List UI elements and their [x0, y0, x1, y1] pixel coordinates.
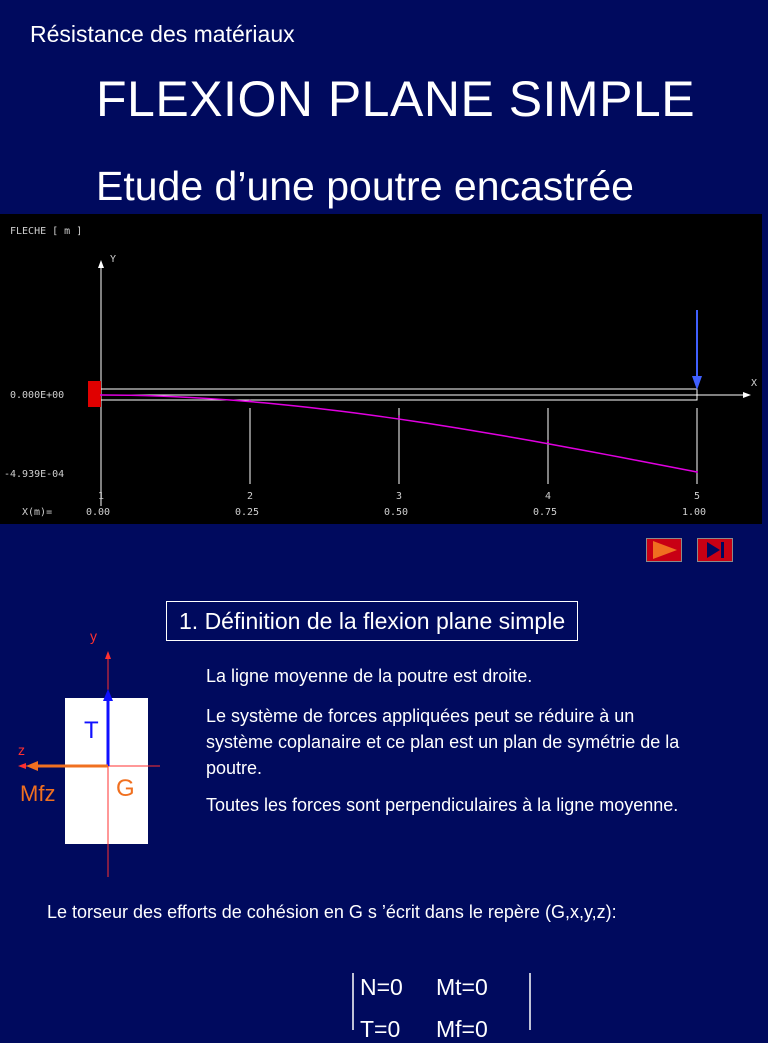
deflection-simulation-panel [0, 214, 762, 524]
x-position-2: 0.25 [235, 507, 260, 518]
x-position-1: 0.00 [86, 507, 111, 518]
x-axis-arrow [743, 392, 751, 398]
deflection-point-2 [249, 400, 251, 402]
node-number-4: 4 [545, 491, 552, 502]
x-position-5: 1.00 [682, 507, 707, 518]
y-arrow-icon [105, 651, 111, 659]
definition-paragraph-3: Toutes les forces sont perpendiculaires à la ligne moyenne. [206, 795, 679, 815]
mfz-label: Mfz [20, 781, 56, 806]
skip-to-end-icon [698, 539, 732, 561]
mfz-vector-arrow [26, 761, 38, 771]
x-position-label: X(m)= [22, 507, 53, 518]
torseur-matrix [350, 970, 540, 1042]
node-number-1: 1 [98, 491, 105, 502]
y-axis-label: Y [110, 254, 117, 265]
page-subtitle: Etude d’une poutre encastrée [96, 163, 634, 209]
load-arrow-head [692, 376, 702, 390]
x-position-3: 0.50 [384, 507, 409, 518]
x-position-4: 0.75 [533, 507, 558, 518]
node-number-2: 2 [247, 491, 254, 502]
matrix-cell-t: T=0 [360, 1016, 401, 1042]
y-tick-zero: 0.000E+00 [10, 390, 65, 401]
t-label: T [84, 717, 99, 744]
deflection-point-5 [696, 471, 698, 473]
chart-title: FLECHE [ m ] [10, 226, 83, 237]
t-vector-arrow [103, 689, 113, 701]
z-arrow-icon [18, 763, 26, 769]
subject-heading: Résistance des matériaux [30, 21, 295, 47]
deflection-point-1 [100, 394, 102, 396]
deflection-point-3 [398, 416, 400, 418]
matrix-cell-n: N=0 [360, 974, 403, 1000]
y-label: y [90, 628, 97, 644]
definition-paragraph-2: Le système de forces appliquées peut se réduire à un système coplanaire et ce plan est un plan de symétrie de la poutre. [206, 706, 680, 778]
node-number-3: 3 [396, 491, 403, 502]
y-tick-min: -4.939E-04 [4, 469, 65, 480]
node-number-5: 5 [694, 491, 701, 502]
g-label: G [116, 775, 135, 802]
section-heading: 1. Définition de la flexion plane simple [166, 601, 578, 641]
torseur-sentence: Le torseur des efforts de cohésion en G s ’écrit dans le repère (G,x,y,z): [47, 902, 617, 922]
x-axis-label: X [751, 378, 758, 389]
deflection-point-4 [547, 440, 549, 442]
skip-to-end-button[interactable] [697, 538, 733, 562]
play-icon [647, 539, 681, 561]
matrix-cell-mt: Mt=0 [436, 974, 488, 1000]
matrix-cell-mf: Mf=0 [436, 1016, 488, 1042]
deflection-chart [0, 214, 762, 524]
z-label: z [18, 742, 25, 758]
fixed-support [88, 381, 101, 407]
page-title: FLEXION PLANE SIMPLE [96, 71, 696, 127]
y-axis-arrow [98, 260, 104, 268]
play-button[interactable] [646, 538, 682, 562]
section-force-diagram [10, 625, 170, 885]
definition-paragraph-1: La ligne moyenne de la poutre est droite. [206, 666, 533, 686]
